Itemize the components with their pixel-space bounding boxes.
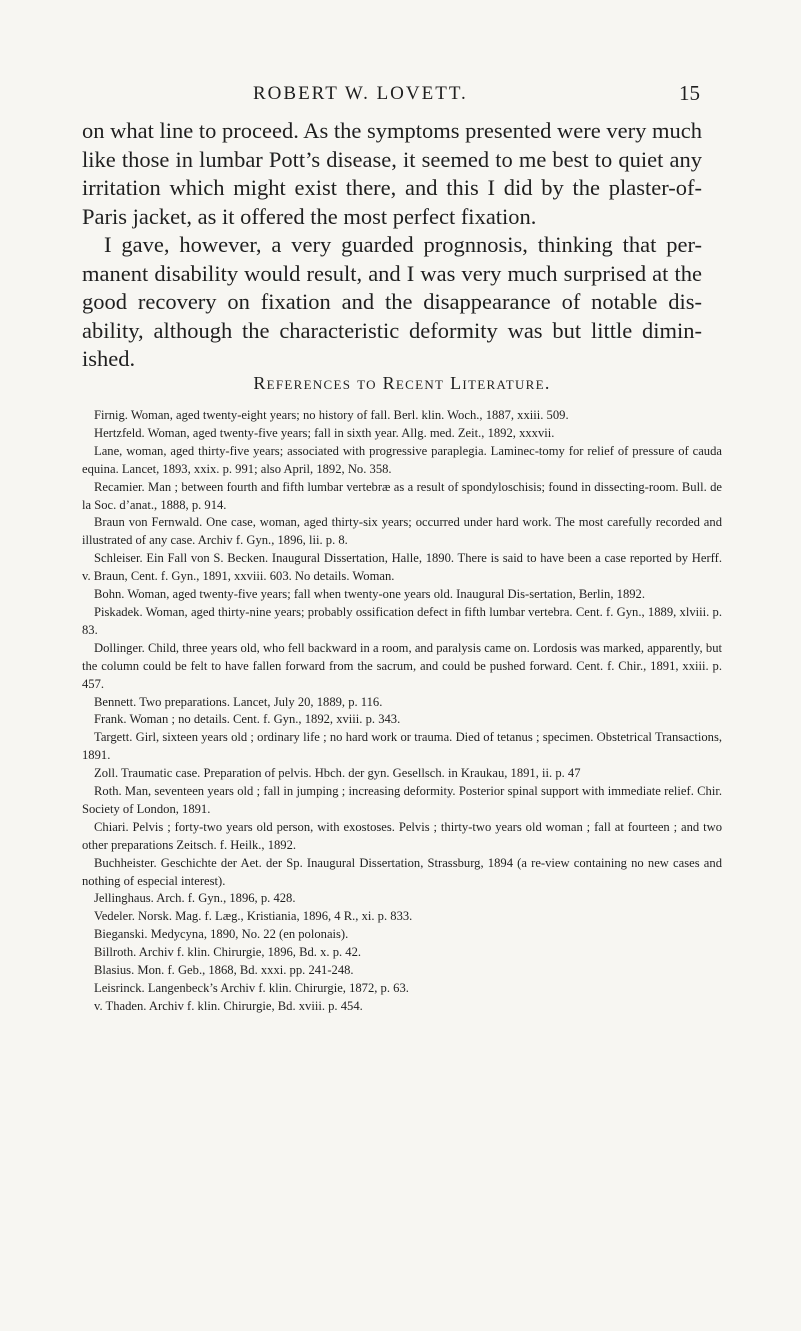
reference-entry: Chiari. Pelvis ; forty-two years old person, with exostoses. Pelvis ; thirty-two years old woman ; fall at fourteen ; and two other preparations Zeitsch. f. Heilk., 1892. bbox=[82, 819, 722, 852]
page-number: 15 bbox=[679, 81, 700, 105]
reference-entry: Firnig. Woman, aged twenty-eight years; no history of fall. Berl. klin. Woch., 1887, xxiii. 509. bbox=[94, 408, 569, 422]
reference-entry: Zoll. Traumatic case. Preparation of pelvis. Hbch. der gyn. Gesellsch. in Kraukau, 1891, ii. p. 47 bbox=[94, 766, 581, 781]
reference-entry: v. Thaden. Archiv f. klin. Chirurgie, Bd. xviii. p. 454. bbox=[94, 998, 363, 1013]
reference-entry: Piskadek. Woman, aged thirty-nine years; probably ossification defect in fifth lumbar vertebra. Cent. f. Gyn., 1889, xlviii. p. 83. bbox=[82, 604, 722, 637]
reference-entry: Bohn. Woman, aged twenty-five years; fall when twenty-one years old. Inaugural Dis-sertation, Berlin, 1892. bbox=[94, 587, 645, 602]
reference-entry: Roth. Man, seventeen years old ; fall in jumping ; increasing deformity. Posterior spinal support with immediate relief. Chir. Society of London, 1891. bbox=[82, 784, 722, 816]
reference-entry: Hertzfeld. Woman, aged twenty-five years; fall in sixth year. Allg. med. Zeit., 1892, xxxvii. bbox=[94, 425, 555, 440]
reference-entry: Recamier. Man ; between fourth and fifth lumbar vertebræ as a result of spondyloschisis; found in dissecting-room. Bull. de la Soc. d’anat., 1888, p. 914. bbox=[82, 479, 722, 512]
body-text bbox=[82, 117, 702, 374]
reference-list bbox=[82, 407, 722, 1016]
reference-entry: Bennett. Two preparations. Lancet, July 20, 1889, p. 116. bbox=[94, 694, 383, 709]
reference-entry: Braun von Fernwald. One case, woman, aged thirty-six years; occurred under hard work. The most carefully recorded and illustrated of any case. Archiv f. Gyn., 1896, lii. p. 8. bbox=[82, 515, 722, 548]
reference-entry: Lane, woman, aged thirty-five years; associated with progressive paraplegia. Laminec-tomy for relief of pressure of cauda equina. Lancet, 1893, xxix. p. 991; also April, 1892, No. 358. bbox=[82, 443, 722, 476]
reference-entry: Frank. Woman ; no details. Cent. f. Gyn., 1892, xviii. p. 343. bbox=[94, 712, 401, 727]
paragraph: on what line to proceed. As the symptoms presented were very much like those in lumbar Pott’s disease, it seemed to me best to quiet any irritation which might exist there, and this I did by the plaster-of-Paris jacket, as it offered the most perfect fixation. bbox=[82, 118, 702, 229]
reference-entry: Bieganski. Medycyna, 1890, No. 22 (en polonais). bbox=[94, 927, 349, 942]
running-head: ROBERT W. LOVETT. bbox=[253, 83, 468, 104]
reference-entry: Dollinger. Child, three years old, who fell backward in a room, and paralysis came on. Lordosis was marked, apparently, but the column could be felt to have fallen forward from the sacrum, and could be pushed forward. Cent. f. Chir., 1891, xxiii. p. 457. bbox=[82, 640, 722, 691]
reference-entry: Billroth. Archiv f. klin. Chirurgie, 1896, Bd. x. p. 42. bbox=[94, 945, 362, 960]
reference-entry: Vedeler. Norsk. Mag. f. Læg., Kristiania, 1896, 4 R., xi. p. 833. bbox=[94, 909, 413, 924]
section-heading: References to Recent Literature. bbox=[253, 373, 551, 393]
reference-entry: Targett. Girl, sixteen years old ; ordinary life ; no hard work or trauma. Died of tetanus ; specimen. Obstetrical Transactions, 1891. bbox=[82, 730, 722, 763]
paragraph: I gave, however, a very guarded prognnosis, thinking that per-manent disability would result, and I was very much surprised at the good recovery on fixation and the disappearance of notable dis-ability, although the characteristic deformity was but little dimin-ished. bbox=[82, 232, 702, 371]
reference-entry: Blasius. Mon. f. Geb., 1868, Bd. xxxi. pp. 241-248. bbox=[94, 963, 354, 978]
reference-entry: Buchheister. Geschichte der Aet. der Sp. Inaugural Dissertation, Strassburg, 1894 (a re-view containing no new cases and nothing of especial interest). bbox=[82, 855, 722, 888]
reference-entry: Leisrinck. Langenbeck’s Archiv f. klin. Chirurgie, 1872, p. 63. bbox=[94, 981, 409, 995]
reference-entry: Schleiser. Ein Fall von S. Becken. Inaugural Dissertation, Halle, 1890. There is said to have been a case reported by Herff. v. Braun, Cent. f. Gyn., 1891, xxviii. 603. No details. Woman. bbox=[82, 551, 722, 584]
reference-entry: Jellinghaus. Arch. f. Gyn., 1896, p. 428. bbox=[94, 891, 296, 906]
